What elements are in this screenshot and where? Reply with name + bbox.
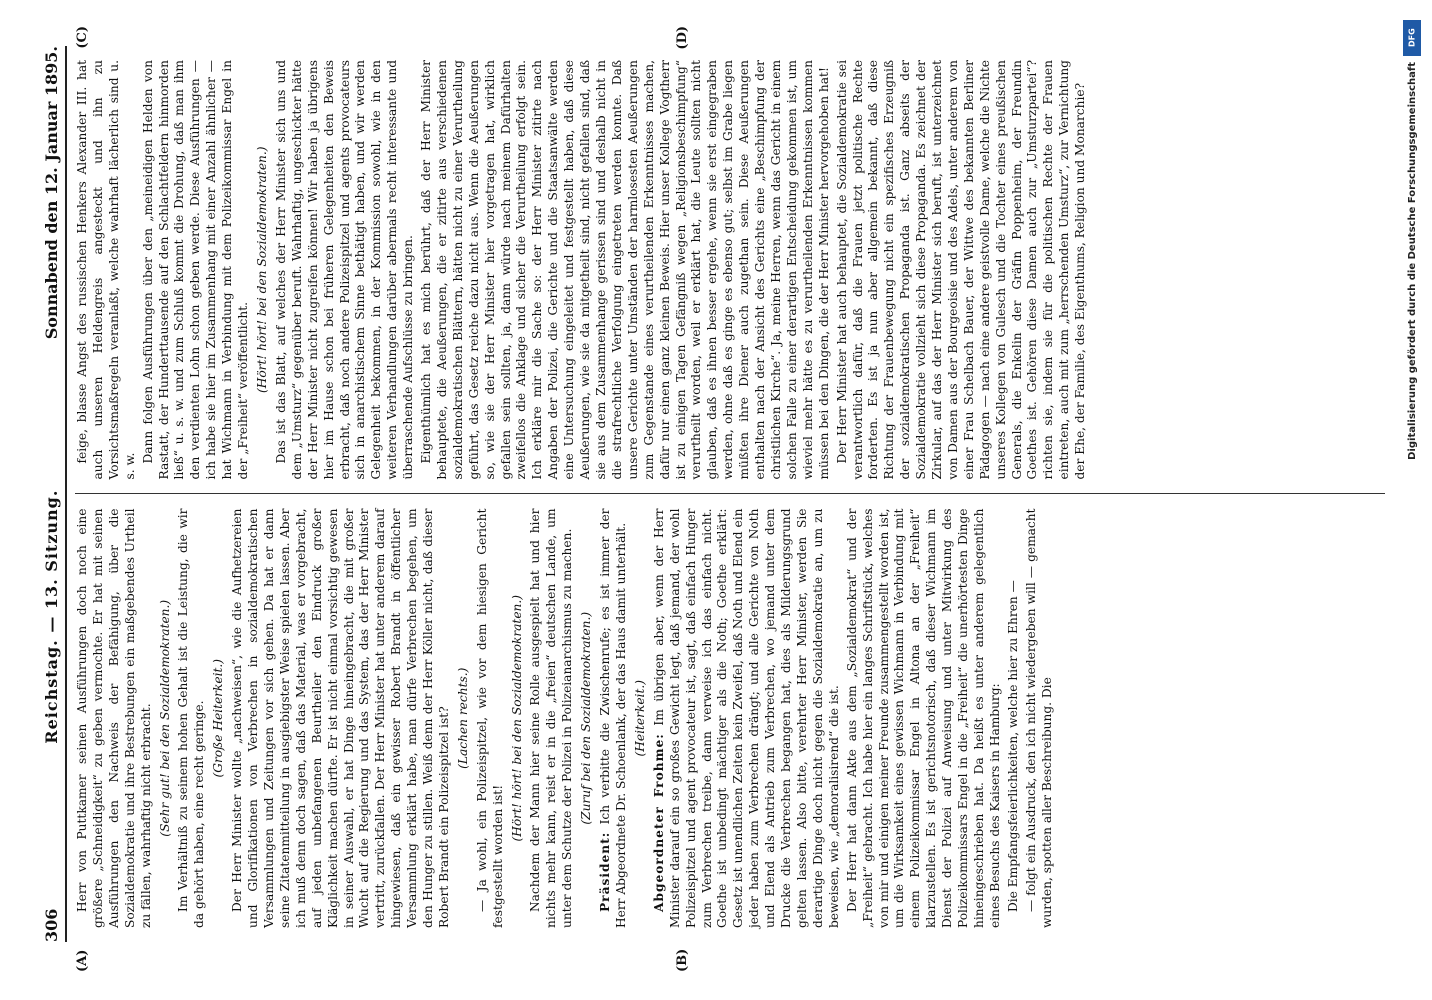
text-columns: [75, 26, 1385, 972]
text-paragraph: Die Empfangsfeierlichkeiten, welche hier zu Ehren —: [1005, 580, 1020, 912]
text-paragraph: Der Herr Minister wollte „nachweisen“, wie die Aufhetzereien und Glorifikationen von Verbrechen in sozialdemokratischen Versammlungen und Zeitungen vor sich gehen. Da hat er dann seine Zitatenmitteilung in ausgiebigster Weise spielen lassen. Aber ich muß denn doch sagen, daß das Material, was er vorgebracht, auf jeden unbefangenen Beurtheiler den Eindruck großer Kläglichkeit machen dürfte. Er ist nicht einmal vorsichtig gewesen in seiner Auswahl, er hat Dinge hineingebracht, die mit großer Wucht auf die Regierung und das System, das der Herr Minister vertritt, zurückfallen. Der Herr Minister hat unter anderem darauf hingewiesen, daß ein gewisser Robert Brandt in öffentlicher Versammlung erklärt habe, man dürfe Verbrechen begehen, um den Hunger zu stillen. Weiß denn der Herr Köller nicht, daß dieser Robert Brandt ein Polizeispitzel ist?: [230, 508, 451, 928]
page-header: [42, 46, 67, 942]
text-paragraph: Das ist das Blatt, auf welches der Herr Minister sich uns und dem „Umsturz“ gegenüber beruft. Wahrhaftig, ungeschickter hätte der Herr Minister nicht zugreifen können! Wir haben ja übrigens hier im Hause schon bei früheren Gelegenheiten den Beweis erbracht, daß noch andere Polizeispitzel und agents provocateurs sich in anarchistischem Sinne bethätigt haben, und wir werden Gelegenheit bekommen, in der Kommission sowohl, wie in den weiteren Verhandlungen darüber abermals recht interessante und überraschende Aufschlüsse zu bringen.: [273, 60, 416, 480]
text-paragraph: Der Herr Minister hat auch behauptet, die Sozialdemokratie sei verantwortlich dafür, daß die Frauen jetzt politische Rechte forderten. Es ist ja nun aber allgemein bekannt, daß diese Richtung der Frauenbewegung nicht ein spezifisches Erzeugniß der sozialdemokratischen Propaganda ist. Ganz abseits der Sozialdemokratie vollzieht sich diese Propaganda. Es zeichnet der Zirkular, auf das der Herr Minister sich beruft, ist unterzeichnet von Damen aus der Bourgeoisie und des Adels, unter anderem von einer Frau Schelbach Bauer, der Wittwe des bekannten Berliner Pädagogen — nach eine andere geistvolle Dame, welche die Nichte unseres Kollegen von Gulesch und die Tochter eines preußischen Generals, die Enkelin der Gräfin Poppenheim, der Freundin Goethes ist. Gehören diese Damen auch zur „Umsturzpartei“? richten sie, indem sie für die politischen Rechte der Frauen eintreten, auch mit zum „herrschenden Umsturz“, zur Vernichtung der Ehe, der Familie, des Eigenthums, Religion und Monarchie?: [834, 60, 1088, 480]
interjection: (Lachen rechts.): [455, 667, 470, 769]
text-paragraph: Dann folgen Ausführungen über den „meineidigen Helden von Rastatt, der Hunderttausende auf den Schlachtfeldern hinmorden ließ“ u. s. w. und zum Schluß kommt die Drohung, daß man ihm den verdienten Lohn schon geben werde. Diese Ausführungen — ich habe sie hier im Zusammenhang mit einer Anzahl ähnlicher — hat Wichmann in Verbindung mit dem Polizeikommissar Engel in der „Freiheit“ veröffentlicht.: [140, 60, 251, 480]
margin-marker-d: (D): [675, 26, 690, 50]
page-number: 306: [42, 908, 61, 942]
speech-text: Im übrigen aber, wenn der Herr Minister darauf ein so großes Gewicht legt, daß jemand, der wohl Polizeispitzel und agent provocateur ist, sagt, daß einfach Hunger zum Verbrechen treibe, dann verweise ich das einfach nicht. Goethe ist unbedingt mächtiger als die Noth; Goethe erklärt: Gesetz ist unendlichen Zeiten kein Zweifel, daß Noth und Elend ein jeder haben zum Verbrechen drängt; und alle Gerichte von Noth und Elend als Antrieb zum Verbrechen, wo jemand unter dem Drucke die Verbrechen begangen hat, dies als Milderungsgrund gelten lassen. Also bitte, verehrter Herr Minister, werden Sie derartige Dinge doch nicht gegen die Sozialdemokratie an, um zu beweisen, wie „demoralisirend“ die ist.: [651, 508, 841, 928]
header-date: Sonnabend den 12. Januar 1895.: [42, 46, 61, 340]
interjection: (Hört! hört! bei den Sozialdemokraten.): [254, 146, 269, 394]
dfg-sidebar: [1400, 20, 1424, 980]
interjection: (Heiterkeit.): [632, 680, 647, 757]
speaker-name: Präsident:: [598, 831, 613, 912]
interjection: (Hört! hört! bei den Sozialdemokraten.): [509, 594, 524, 842]
margin-marker-c: (C): [75, 26, 90, 49]
interjection: (Sehr gut! bei den Sozialdemokraten.): [157, 599, 172, 837]
dfg-logo: DFG: [1403, 20, 1421, 56]
text-paragraph: — Ja wohl, ein Polizeispitzel, wie vor dem hiesigen Gericht festgestellt worden ist!: [474, 508, 505, 928]
margin-marker-a: (A): [75, 949, 90, 972]
text-paragraph: Nachdem der Mann hier seine Rolle ausgespielt hat und hier nichts mehr kann, reist er in die „freien“ deutschen Lande, um unter dem Schutze der Polizei in Polizeianarchismus zu machen.: [528, 508, 575, 928]
dfg-funding-note: Digitalisierung gefördert durch die Deutsche Forschungsgemeinschaft: [1406, 62, 1418, 460]
header-title: Reichstag. — 13. Sitzung.: [42, 489, 61, 744]
text-paragraph: feige, blasse Angst des russischen Henkers Alexander III. hat auch unseren Heldengreis angesteckt und ihn zu Vorsichtsmaßregeln veranlaßt, welche wahrhaft lächerlich sind u. s. w.: [75, 60, 137, 480]
right-column: [75, 26, 1385, 495]
text-paragraph: Eigenthümlich hat es mich berührt, daß der Herr Minister behauptete, die Aeußerungen, die er zitirte aus verschiedenen sozialdemokratischen Blättern, hätten nicht zu einer Verurtheilung geführt, das Gesetz reiche dazu nicht aus. Wenn die Aeußerungen so, wie sie der Herr Minister hier vorgetragen hat, wirklich gefallen sein sollten, ja, dann würde nach meinem Dafürhalten zweifellos die Anklage und sicher die Verurtheilung erfolgt sein. Ich erkläre mir die Sache so: der Herr Minister zitirte nach Angaben der Polizei, die Gerichte und die Staatsanwälte werden eine Untersuchung eingeleitet und festgestellt haben, daß diese Aeußerungen, wie sie da mitgetheilt sind, nicht gefallen sind, daß sie aus dem Zusammenhange gerissen sind und deshalb nicht in die strafrechtliche Verfolgung eingetreten werden konnte. Daß unsere Gerichte unter Umständen der harmlosesten Aeußerungen zum Gegenstande eines verurtheilenden Erkenntnisses machen, dafür nur einen ganz kleinen Beweis. Hier unser Kollege Vogtherr ist zu einigen Tagen Gefängniß wegen „Religionsbeschimpfung“ verurtheilt worden, weil er erklärt hat, die Leute sollten nicht glauben, daß es ihnen besser ergehe, wenn sie erst eingegraben werden, ohne daß es ginge es ebenso gut; selbst im Grabe liegen müßten ihre Diener auch zugethan sein. Diese Aeußerungen enthalten nach der Ansicht des Gerichts eine „Beschimpfung der christlichen Kirche“. Ja, meine Herren, wenn das Gericht in einem solchen Falle zu einer derartigen Entscheidung gekommen ist, um wieviel mehr hätte es zu verurtheilenden Erkenntnissen kommen müssen bei den Dingen, die der Herr Minister hervorgehoben hat!: [419, 60, 831, 480]
text-paragraph: — folgt ein Ausdruck, den ich nicht wiedergeben will — gemacht wurden, spotten aller Beschreibung. Die: [1023, 508, 1054, 928]
speaker-name: Abgeordneter Frohme:: [651, 733, 666, 912]
left-column: [75, 495, 1385, 972]
text-paragraph: Herr von Puttkamer seinen Ausführungen doch noch eine größere „Schneidigkeit“ zu geben vermochte. Er hat mit seinen Ausführungen den Nachweis der Befähigung, über die Sozialdemokratie und ihre Bestrebungen ein maßgebendes Urtheil zu fällen, wahrhaftig nicht erbracht.: [75, 508, 153, 928]
speech-text: Ich verbitte die Zwischenrufe; es ist immer der Herr Abgeordnete Dr. Schoenlank, der das Haus damit unterhält.: [598, 508, 628, 928]
text-paragraph: Im Verhältniß zu seinem hohen Gehalt ist die Leistung, die wir da gehört haben, eine recht geringe.: [176, 508, 207, 928]
speaker-paragraph: [598, 509, 630, 929]
interjection: (Große Heiterkeit.): [211, 658, 226, 778]
text-paragraph: Der Herr hat dann Akte aus dem „Sozialdemokrat“ und der „Freiheit“ gebracht. Ich habe hier ein langes Schriftstück, welches von mir und einigen meiner Freunde zusammengestellt worden ist, um die Wirksamkeit eines gewissen Wichmann in Verbindung mit einem Polizeikommissar Engel in Altona an der „Freiheit“ klarzustellen. Es ist gerichtsnotorisch, daß dieser Wichmann im Dienst der Polizei auf Anweisung und unter Mitwirkung des Polizeikommissars Engel in die „Freiheit“ die unerhörtesten Dinge hineingeschrieben hat. Da heißt es unter anderem gelegentlich eines Besuchs des Kaisers in Hamburg:: [844, 508, 1002, 928]
speaker-paragraph: [652, 509, 843, 929]
margin-marker-b: (B): [675, 948, 690, 972]
interjection: (Zuruf bei den Sozialdemokraten.): [579, 611, 594, 825]
rotated-document-page: [16, 10, 1416, 990]
